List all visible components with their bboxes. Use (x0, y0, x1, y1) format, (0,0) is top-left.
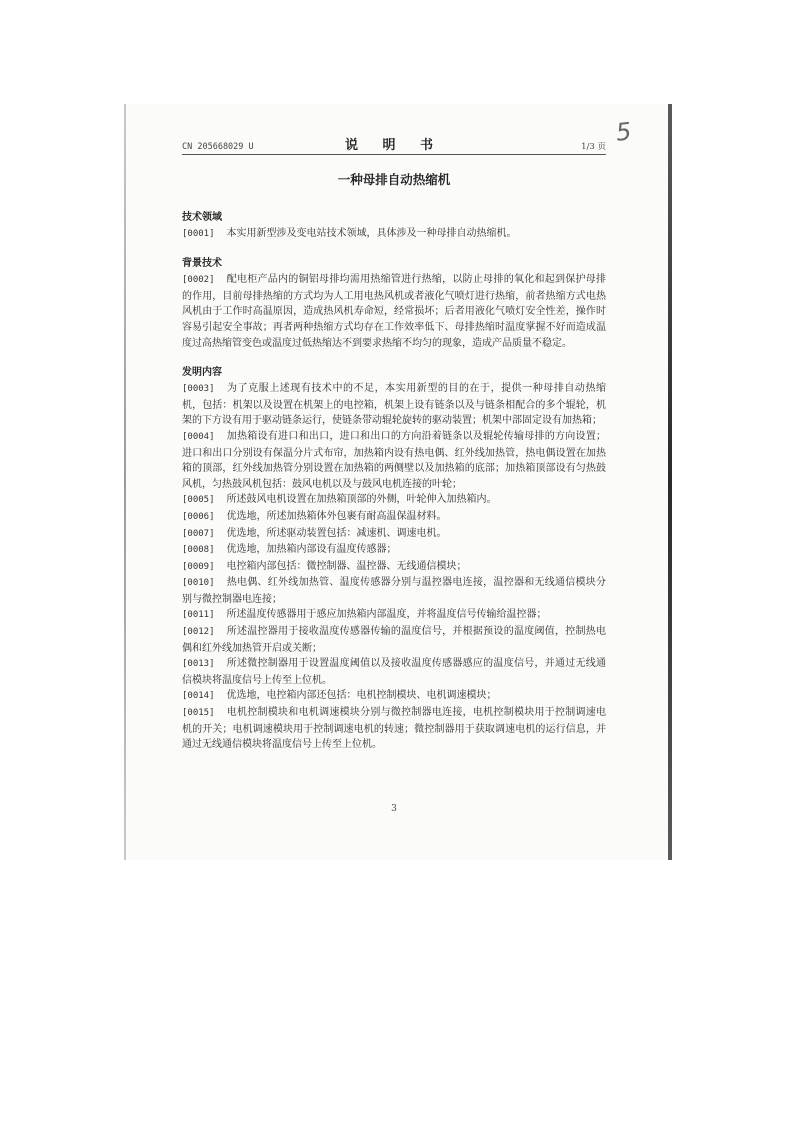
paragraph (182, 575, 606, 607)
section-heading: 背景技术 (182, 258, 222, 270)
paragraph-text: 本实用新型涉及变电站技术领域，具体涉及一种母排自动热缩机。 (226, 227, 517, 239)
section-1 (182, 210, 606, 243)
paragraph-number: [0003] (182, 384, 215, 395)
paragraph-text: 所述温控器用于接收温度传感器传输的温度信号，并根据预设的温度阈值，控制热电偶和红外线加热管开启或关断； (182, 626, 606, 654)
paragraph-number: [0002] (182, 275, 215, 286)
paragraph (182, 272, 606, 351)
paragraph-text: 优选地，所述驱动装置包括：减速机、调速电机。 (226, 527, 447, 539)
paragraph-number: [0011] (182, 610, 215, 621)
section-2 (182, 256, 606, 351)
paragraph-text: 电机控制模块和电机调速模块分别与微控制器电连接，电机控制模块用于控制调速电机的开关；电机调速模块用于控制调速电机的转速；微控制器用于获取调速电机的运行信息，并通过无线通信模块将温度信号上传至上位机。 (182, 707, 606, 751)
paragraph-text: 所述温度传感器用于感应加热箱内部温度，并将温度信号传输给温控器； (226, 609, 547, 621)
document-body (182, 172, 606, 767)
scan-left-edge (124, 104, 126, 860)
paragraph-text: 所述微控制器用于设置温度阈值以及接收温度传感器感应的温度信号，并通过无线通信模块将温度信号上传至上位机。 (182, 658, 606, 686)
paragraph (182, 624, 606, 656)
paragraph (182, 429, 606, 492)
paragraph-text: 所述鼓风电机设置在加热箱顶部的外侧，叶轮伸入加热箱内。 (226, 494, 497, 506)
paragraph-number: [0013] (182, 659, 215, 670)
paragraph-text: 热电偶、红外线加热管、温度传感器分别与温控器电连接，温控器和无线通信模块分别与微控制器电连接； (182, 577, 606, 605)
paragraph-number: [0007] (182, 528, 215, 539)
patent-title: 一种母排自动热缩机 (337, 172, 451, 187)
publication-number: CN 205668029 U (182, 142, 254, 152)
header-divider (182, 154, 606, 155)
paragraph-text: 优选地，所述加热箱体外包裹有耐高温保温材料。 (226, 510, 447, 522)
paragraph-text: 优选地，电控箱内部还包括：电机控制模块、电机调速模块； (226, 690, 497, 702)
paragraph (182, 226, 606, 243)
handwritten-page-mark: 5 (614, 117, 633, 147)
paragraph-text: 配电柜产品内的铜铝母排均需用热缩管进行热缩，以防止母排的氧化和起到保护母排的作用，目前母排热缩的方式均为人工用电热风机或者液化气喷灯进行热缩，前者热缩方式电热风机由于工作时高温原因，造成热风机寿命短，经常损坏；后者用液化气喷灯安全性差，操作时容易引起安全事故；再者两种热缩方式均存在工作效率低下、母排热缩时温度掌握不好而造成温度过高热缩管变色或温度过低热缩达不到要求热缩不均匀的现象，造成产品质量不稳定。 (182, 274, 606, 349)
paragraph (182, 656, 606, 688)
section-3 (182, 365, 606, 753)
paragraph-text: 电控箱内部包括：微控制器、温控器、无线通信模块； (226, 560, 467, 572)
paragraph-number: [0004] (182, 431, 215, 442)
paragraph-number: [0001] (182, 228, 215, 239)
paragraph-text: 优选地，加热箱内部设有温度传感器； (226, 544, 397, 556)
paragraph (182, 688, 606, 705)
paragraph (182, 381, 606, 429)
paragraph-number: [0010] (182, 578, 215, 589)
page-indicator: 1/3 页 (581, 142, 606, 152)
paragraph (182, 607, 606, 624)
page-number: 3 (391, 804, 397, 814)
paragraph-number: [0006] (182, 511, 215, 522)
section-heading: 技术领域 (182, 211, 222, 223)
paragraph-text: 为了克服上述现有技术中的不足，本实用新型的目的在于，提供一种母排自动热缩机，包括：机架以及设置在机架上的电控箱，机架上设有链条以及与链条相配合的多个辊轮，机架的下方设有用于驱动链条运行，使链条带动辊轮旋转的驱动装置；机架中部固定设有加热箱； (182, 383, 606, 427)
paragraph-number: [0015] (182, 708, 215, 719)
scan-right-edge (668, 104, 672, 860)
paragraph (182, 542, 606, 559)
paragraph-number: [0005] (182, 495, 215, 506)
paragraph-number: [0012] (182, 627, 215, 638)
paragraph (182, 705, 606, 753)
paragraph (182, 526, 606, 543)
paragraph-number: [0009] (182, 561, 215, 572)
document-type-title: 说 明 书 (344, 138, 444, 153)
paragraph (182, 492, 606, 509)
paragraph (182, 559, 606, 576)
paragraph-text: 加热箱设有进口和出口，进口和出口的方向沿着链条以及辊轮传输母排的方向设置；进口和出口分别设有保温分片式布帘，加热箱内设有热电偶、红外线加热管，热电偶设置在加热箱的顶部，红外线加热管分别设置在加热箱的两侧壁以及加热箱的底部；加热箱顶部设有匀热鼓风机，匀热鼓风机包括：鼓风电机以及与鼓风电机连接的叶轮； (182, 430, 606, 490)
paragraph (182, 509, 606, 526)
sections-container (182, 210, 606, 753)
paragraph-number: [0008] (182, 545, 215, 556)
paragraph-number: [0014] (182, 691, 215, 702)
page-header (182, 134, 606, 154)
section-heading: 发明内容 (182, 367, 222, 379)
